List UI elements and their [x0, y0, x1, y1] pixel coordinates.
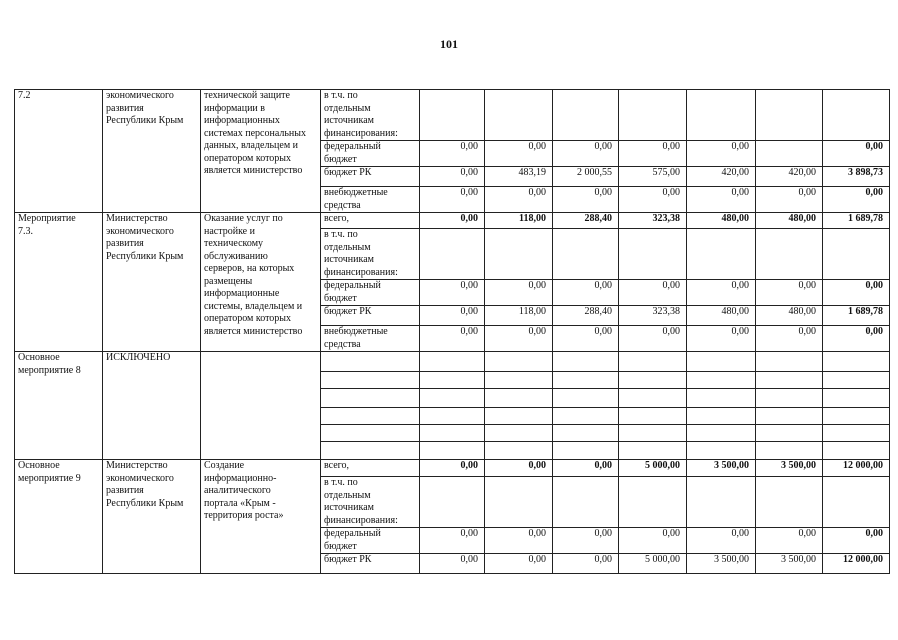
value-cell	[687, 408, 756, 425]
value-cell: 0,00	[553, 326, 619, 352]
value-cell	[756, 442, 823, 460]
value-cell	[756, 352, 823, 372]
funding-source-cell: внебюджетные средства	[321, 187, 420, 213]
value-cell	[420, 372, 485, 389]
value-cell	[420, 389, 485, 408]
executor-cell: Министерство экономического развития Республики Крым	[103, 213, 201, 352]
value-cell: 323,38	[619, 306, 687, 326]
value-cell	[485, 372, 553, 389]
total-value-cell	[823, 408, 890, 425]
value-cell	[619, 389, 687, 408]
value-cell	[687, 229, 756, 280]
value-cell: 0,00	[420, 167, 485, 187]
value-cell: 0,00	[420, 554, 485, 574]
total-value-cell	[823, 229, 890, 280]
value-cell: 480,00	[756, 213, 823, 229]
value-cell: 3 500,00	[756, 554, 823, 574]
table-row	[15, 213, 890, 229]
value-cell	[619, 90, 687, 141]
value-cell: 288,40	[553, 306, 619, 326]
value-cell: 0,00	[553, 554, 619, 574]
value-cell: 0,00	[756, 528, 823, 554]
value-cell: 0,00	[420, 187, 485, 213]
value-cell: 0,00	[687, 528, 756, 554]
description-cell	[201, 352, 321, 460]
value-cell	[485, 408, 553, 425]
measure-name-cell: Основное мероприятие 9	[15, 460, 103, 574]
total-value-cell	[823, 477, 890, 528]
value-cell: 0,00	[485, 326, 553, 352]
financing-table	[14, 89, 890, 574]
value-cell	[619, 442, 687, 460]
measure-name-cell: Мероприятие 7.3.	[15, 213, 103, 352]
value-cell: 0,00	[619, 280, 687, 306]
value-cell	[420, 229, 485, 280]
total-value-cell: 0,00	[823, 141, 890, 167]
funding-source-cell	[321, 425, 420, 442]
total-value-cell: 0,00	[823, 528, 890, 554]
value-cell: 0,00	[687, 326, 756, 352]
value-cell	[553, 408, 619, 425]
value-cell: 0,00	[619, 141, 687, 167]
value-cell: 0,00	[756, 280, 823, 306]
value-cell: 0,00	[619, 326, 687, 352]
value-cell	[485, 425, 553, 442]
value-cell: 0,00	[420, 326, 485, 352]
value-cell	[420, 90, 485, 141]
value-cell	[619, 229, 687, 280]
funding-source-cell: бюджет РК	[321, 306, 420, 326]
value-cell	[553, 229, 619, 280]
value-cell: 5 000,00	[619, 554, 687, 574]
funding-source-cell: всего,	[321, 213, 420, 229]
funding-source-cell: бюджет РК	[321, 554, 420, 574]
funding-source-cell	[321, 372, 420, 389]
total-value-cell	[823, 352, 890, 372]
value-cell	[687, 477, 756, 528]
value-cell	[756, 389, 823, 408]
value-cell	[687, 90, 756, 141]
funding-source-cell: в т.ч. по отдельным источникам финансирования:	[321, 477, 420, 528]
value-cell: 0,00	[485, 554, 553, 574]
value-cell: 483,19	[485, 167, 553, 187]
value-cell: 0,00	[553, 280, 619, 306]
value-cell	[420, 408, 485, 425]
total-value-cell: 0,00	[823, 326, 890, 352]
funding-source-cell	[321, 352, 420, 372]
value-cell: 0,00	[485, 187, 553, 213]
executor-cell: ИСКЛЮЧЕНО	[103, 352, 201, 460]
value-cell: 0,00	[553, 460, 619, 477]
value-cell	[687, 442, 756, 460]
funding-source-cell: внебюджетные средства	[321, 326, 420, 352]
total-value-cell	[823, 389, 890, 408]
total-value-cell: 1 689,78	[823, 306, 890, 326]
value-cell: 0,00	[420, 528, 485, 554]
value-cell	[687, 425, 756, 442]
value-cell: 0,00	[553, 528, 619, 554]
value-cell: 3 500,00	[687, 554, 756, 574]
value-cell	[687, 352, 756, 372]
value-cell: 0,00	[687, 280, 756, 306]
value-cell: 480,00	[687, 213, 756, 229]
page-number: 101	[440, 37, 458, 51]
funding-source-cell: федеральный бюджет	[321, 280, 420, 306]
value-cell: 288,40	[553, 213, 619, 229]
value-cell	[553, 389, 619, 408]
value-cell	[687, 372, 756, 389]
value-cell	[756, 372, 823, 389]
executor-cell: Министерство экономического развития Республики Крым	[103, 460, 201, 574]
value-cell	[553, 477, 619, 528]
value-cell	[485, 229, 553, 280]
value-cell	[485, 352, 553, 372]
value-cell: 3 500,00	[687, 460, 756, 477]
value-cell: 0,00	[619, 187, 687, 213]
value-cell	[420, 442, 485, 460]
funding-source-cell	[321, 408, 420, 425]
value-cell: 0,00	[687, 187, 756, 213]
value-cell	[619, 408, 687, 425]
value-cell	[420, 477, 485, 528]
value-cell	[553, 352, 619, 372]
measure-name-cell: Основное мероприятие 8	[15, 352, 103, 460]
value-cell: 118,00	[485, 213, 553, 229]
value-cell: 575,00	[619, 167, 687, 187]
value-cell: 0,00	[687, 141, 756, 167]
value-cell	[485, 90, 553, 141]
value-cell	[756, 425, 823, 442]
total-value-cell: 0,00	[823, 187, 890, 213]
executor-cell: экономического развития Республики Крым	[103, 90, 201, 213]
value-cell	[619, 352, 687, 372]
total-value-cell	[823, 372, 890, 389]
table-row	[15, 90, 890, 141]
table-row	[15, 352, 890, 372]
value-cell: 0,00	[553, 141, 619, 167]
value-cell: 0,00	[756, 326, 823, 352]
value-cell: 0,00	[485, 141, 553, 167]
value-cell: 0,00	[485, 528, 553, 554]
value-cell	[619, 425, 687, 442]
value-cell: 0,00	[485, 280, 553, 306]
funding-source-cell	[321, 389, 420, 408]
value-cell	[756, 90, 823, 141]
value-cell	[553, 372, 619, 389]
value-cell: 118,00	[485, 306, 553, 326]
value-cell: 480,00	[687, 306, 756, 326]
funding-source-cell: бюджет РК	[321, 167, 420, 187]
value-cell: 0,00	[420, 280, 485, 306]
value-cell: 0,00	[420, 460, 485, 477]
value-cell	[553, 90, 619, 141]
value-cell: 420,00	[756, 167, 823, 187]
value-cell: 0,00	[619, 528, 687, 554]
value-cell: 0,00	[420, 306, 485, 326]
value-cell	[619, 477, 687, 528]
funding-source-cell: всего,	[321, 460, 420, 477]
value-cell	[756, 141, 823, 167]
value-cell: 0,00	[420, 213, 485, 229]
value-cell	[553, 425, 619, 442]
total-value-cell: 12 000,00	[823, 554, 890, 574]
funding-source-cell: федеральный бюджет	[321, 141, 420, 167]
value-cell: 5 000,00	[619, 460, 687, 477]
value-cell	[485, 389, 553, 408]
value-cell: 420,00	[687, 167, 756, 187]
value-cell	[420, 352, 485, 372]
value-cell	[756, 477, 823, 528]
total-value-cell: 0,00	[823, 280, 890, 306]
value-cell: 0,00	[420, 141, 485, 167]
total-value-cell	[823, 90, 890, 141]
description-cell: Оказание услуг по настройке и техническому обслуживанию серверов, на которых размещены информационные системы, владельцем и оператором которых является министерство	[201, 213, 321, 352]
value-cell: 0,00	[485, 460, 553, 477]
funding-source-cell: в т.ч. по отдельным источникам финансирования:	[321, 90, 420, 141]
value-cell	[420, 425, 485, 442]
value-cell	[687, 389, 756, 408]
value-cell: 480,00	[756, 306, 823, 326]
total-value-cell: 1 689,78	[823, 213, 890, 229]
funding-source-cell: федеральный бюджет	[321, 528, 420, 554]
total-value-cell	[823, 442, 890, 460]
value-cell: 0,00	[756, 187, 823, 213]
value-cell	[553, 442, 619, 460]
table-row	[15, 460, 890, 477]
value-cell: 3 500,00	[756, 460, 823, 477]
description-cell: Создание информационно- аналитического портала «Крым - территория роста»	[201, 460, 321, 574]
value-cell	[619, 372, 687, 389]
total-value-cell	[823, 425, 890, 442]
value-cell	[485, 442, 553, 460]
value-cell	[756, 229, 823, 280]
value-cell	[756, 408, 823, 425]
funding-source-cell: в т.ч. по отдельным источникам финансирования:	[321, 229, 420, 280]
value-cell: 0,00	[553, 187, 619, 213]
total-value-cell: 12 000,00	[823, 460, 890, 477]
description-cell: технической защите информации в информационных системах персональных данных, владельцем и оператором которых является министерство	[201, 90, 321, 213]
value-cell	[485, 477, 553, 528]
funding-source-cell	[321, 442, 420, 460]
value-cell: 2 000,55	[553, 167, 619, 187]
value-cell: 323,38	[619, 213, 687, 229]
total-value-cell: 3 898,73	[823, 167, 890, 187]
measure-name-cell: 7.2	[15, 90, 103, 213]
